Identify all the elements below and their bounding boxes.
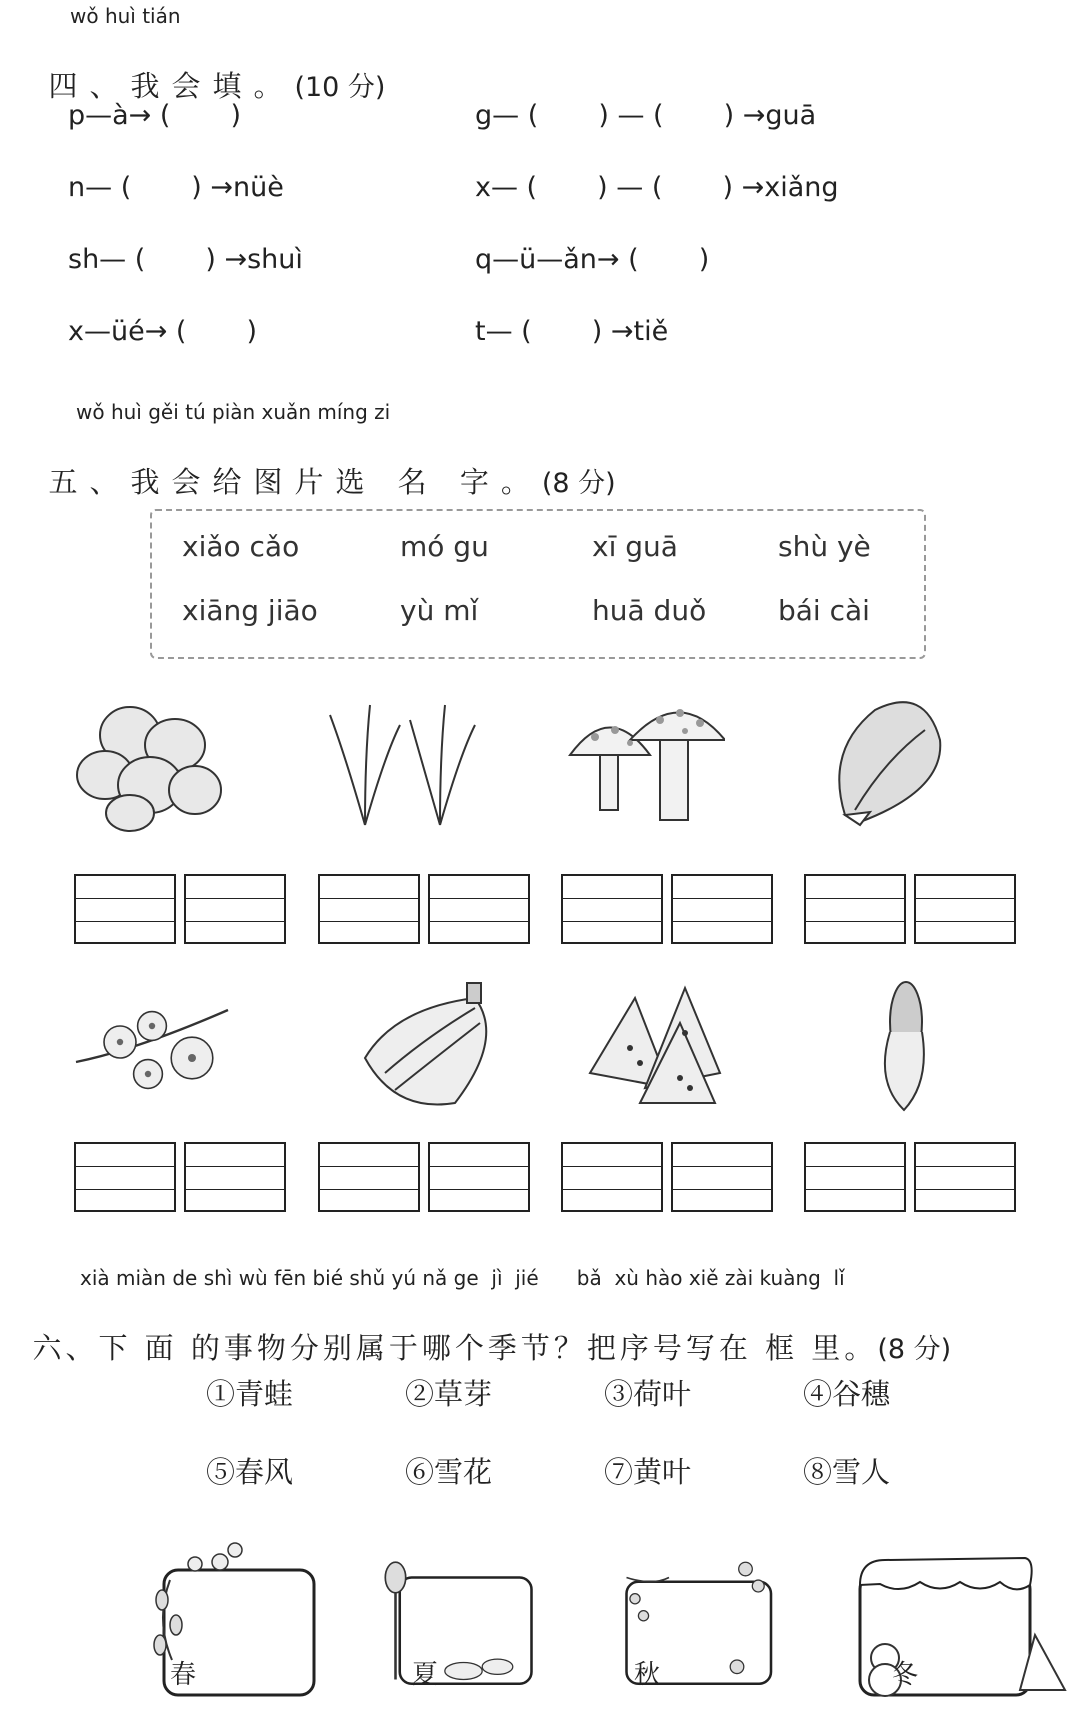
- section4-points: (10 分): [294, 72, 386, 103]
- item-5: ⑤春风: [206, 1455, 294, 1489]
- watermelon-picture: [585, 978, 745, 1118]
- exercise-2: g— ( ) — ( ) →guā: [475, 100, 817, 131]
- section4-pinyin: wǒ huì tián: [70, 4, 181, 28]
- word-xiang-jiao: xiāng jiāo: [182, 594, 318, 627]
- exercise-5: sh— ( ) →shuì: [68, 244, 303, 275]
- item-6: ⑥雪花: [405, 1455, 493, 1489]
- winter-frame[interactable]: [840, 1540, 1070, 1700]
- item-3: ③荷叶: [604, 1377, 692, 1411]
- word-yu-mi: yù mǐ: [400, 594, 479, 627]
- writing-grid[interactable]: [804, 874, 906, 944]
- exercise-1: p—à→ ( ): [68, 100, 242, 131]
- section4-title-text: 四、我会填。: [48, 69, 295, 103]
- section5-title-text: 五、我会给图片选 名 字。: [48, 465, 542, 499]
- writing-grid[interactable]: [671, 874, 773, 944]
- section5-points: (8 分): [541, 468, 616, 499]
- summer-label: 夏: [412, 1660, 439, 1690]
- spring-label: 春: [170, 1660, 197, 1690]
- writing-grid[interactable]: [74, 1142, 176, 1212]
- section5-pinyin: wǒ huì gěi tú piàn xuǎn míng zi: [76, 400, 391, 424]
- item-1: ①青蛙: [206, 1377, 294, 1411]
- section4-title: [6, 30, 385, 105]
- writing-grid[interactable]: [318, 1142, 420, 1212]
- item-2: ②草芽: [405, 1377, 493, 1411]
- section6-title-text: 六、下 面 的事物分别属于哪个季节？把序号写在 框 里。: [32, 1331, 878, 1365]
- writing-grid[interactable]: [74, 874, 176, 944]
- section6-points: (8 分): [877, 1334, 952, 1365]
- section6-pinyin: xià miàn de shì wù fēn bié shǔ yú nǎ ge jì jié bǎ xù hào xiě zài kuàng lǐ: [80, 1266, 845, 1290]
- writing-grid[interactable]: [914, 1142, 1016, 1212]
- writing-grid[interactable]: [561, 874, 663, 944]
- writing-grid[interactable]: [804, 1142, 906, 1212]
- word-xiao-cao: xiǎo cǎo: [182, 530, 300, 563]
- word-shu-ye: shù yè: [778, 530, 871, 563]
- writing-grid[interactable]: [184, 874, 286, 944]
- item-7: ⑦黄叶: [604, 1455, 692, 1489]
- writing-grid[interactable]: [914, 874, 1016, 944]
- writing-grid[interactable]: [318, 874, 420, 944]
- word-bai-cai: bái cài: [778, 594, 870, 627]
- writing-grid[interactable]: [184, 1142, 286, 1212]
- exercise-3: n— ( ) →nüè: [68, 172, 284, 203]
- section5-title: [6, 426, 616, 501]
- writing-grid[interactable]: [561, 1142, 663, 1212]
- item-4: ④谷穗: [803, 1377, 891, 1411]
- writing-grid[interactable]: [671, 1142, 773, 1212]
- summer-frame[interactable]: [370, 1540, 540, 1700]
- item-8: ⑧雪人: [803, 1455, 891, 1489]
- autumn-label: 秋: [634, 1660, 661, 1690]
- exercise-4: x— ( ) — ( ) →xiǎng: [475, 172, 839, 203]
- exercise-8: t— ( ) →tiě: [475, 316, 669, 347]
- grass-picture: [325, 695, 485, 835]
- exercise-7: x—üé→ ( ): [68, 316, 258, 347]
- section6-title: [6, 1292, 951, 1367]
- banana-picture: [355, 978, 515, 1118]
- flower-picture: [72, 980, 232, 1120]
- winter-label: 冬: [892, 1660, 919, 1690]
- cabbage-picture: [815, 690, 975, 830]
- writing-grid[interactable]: [428, 874, 530, 944]
- corn-picture: [870, 972, 940, 1112]
- leaves-picture: [70, 695, 230, 835]
- mushroom-picture: [565, 695, 725, 835]
- word-hua-duo: huā duǒ: [592, 594, 707, 627]
- writing-grid[interactable]: [428, 1142, 530, 1212]
- word-mo-gu: mó gu: [400, 530, 489, 563]
- word-xi-gua: xī guā: [592, 530, 678, 563]
- exercise-6: q—ü—ǎn→ ( ): [475, 244, 710, 275]
